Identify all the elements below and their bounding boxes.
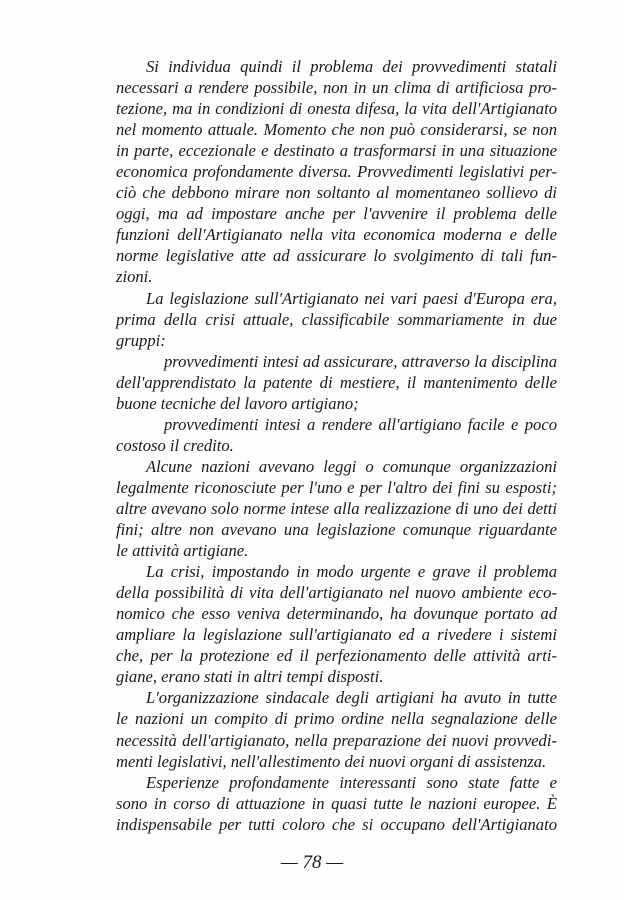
text-line: ampliare la legislazione sull'artigianato ed a rivedere i sistemi (116, 625, 557, 645)
text-line: Alcune nazioni avevano leggi o comunque organizzazioni (146, 456, 557, 476)
text-line: menti legislativi, nell'allestimento dei nuovi organi di assistenza. (116, 751, 547, 771)
text-line: provvedimenti intesi ad assicurare, attraverso la disciplina (164, 351, 557, 371)
text-line: indispensabile per tutti coloro che si occupano dell'Artigianato (116, 814, 557, 834)
paragraph (116, 351, 557, 414)
text-line: La crisi, impostando in modo urgente e grave il problema (146, 562, 557, 582)
text-line: Si individua quindi il problema dei provvedimenti statali (146, 57, 557, 76)
text-line: dell'apprendistato la patente di mestiere, il mantenimento delle (116, 372, 557, 392)
text-line: giane, erano stati in altri tempi disposti. (116, 667, 384, 687)
text-line: altre avevano solo norme intese alla realizzazione di uno dei detti (116, 498, 557, 518)
text-line: oggi, ma ad impostare anche per l'avvenire il problema delle (116, 204, 557, 224)
text-line: ciò che debbono mirare non soltanto al momentaneo sollievo di (116, 183, 557, 203)
text-line: provvedimenti intesi a rendere all'artigiano facile e poco (164, 414, 557, 434)
text-line: nomico che esso veniva determinando, ha dovunque portato ad (116, 604, 557, 624)
paragraph (116, 414, 557, 456)
page-number: — 78 — (280, 852, 344, 873)
text-line: tezione, ma in condizioni di onesta difesa, la vita dell'Artigianato (116, 99, 557, 119)
paragraph (116, 56, 557, 288)
text-line: le nazioni un compito di primo ordine nella segnalazione delle (116, 709, 557, 729)
text-line: prima della crisi attuale, classificabile sommariamente in due (116, 309, 557, 329)
paragraph (116, 288, 557, 351)
text-line: nel momento attuale. Momento che non può considerarsi, se non (116, 120, 557, 140)
text-line: in parte, eccezionale e destinato a trasformarsi in una situazione (116, 141, 557, 161)
text-line: gruppi: (116, 330, 166, 350)
text-line: economica profondamente diversa. Provvedimenti legislativi per- (116, 162, 557, 182)
text-line: che, per la protezione ed il perfezionamento delle attività arti- (116, 646, 557, 666)
text-line: zioni. (116, 267, 153, 287)
paragraph (116, 772, 557, 835)
paragraph (116, 561, 557, 687)
text-line: necessari a rendere possibile, non in un clima di artificiosa pro- (116, 78, 557, 98)
text-line: le attività artigiane. (116, 541, 249, 561)
text-line: La legislazione sull'Artigianato nei vari paesi d'Europa era, (146, 288, 557, 308)
text-line: norme legislative atte ad assicurare lo svolgimento di tali fun- (116, 246, 557, 266)
paragraph (116, 456, 557, 561)
text-line: Esperienze profondamente interessanti sono state fatte e (146, 772, 557, 792)
body-text (116, 56, 557, 835)
text-line: sono in corso di attuazione in quasi tutte le nazioni europee. È (116, 793, 557, 813)
text-line: L'organizzazione sindacale degli artigiani ha avuto in tutte (146, 688, 557, 708)
text-line: fini; altre non avevano una legislazione comunque riguardante (116, 520, 557, 540)
text-line: della possibilità di vita dell'artigianato nel nuovo ambiente eco- (116, 583, 557, 603)
text-line: buone tecniche del lavoro artigiano; (116, 393, 359, 413)
text-line: legalmente riconosciute per l'uno e per l'altro dei fini su esposti; (116, 477, 557, 497)
paragraph (116, 687, 557, 771)
text-line: necessità dell'artigianato, nella preparazione dei nuovi provvedi- (116, 730, 557, 750)
text-line: funzioni dell'Artigianato nella vita economica moderna e delle (116, 225, 557, 245)
text-line: costoso il credito. (116, 435, 234, 455)
